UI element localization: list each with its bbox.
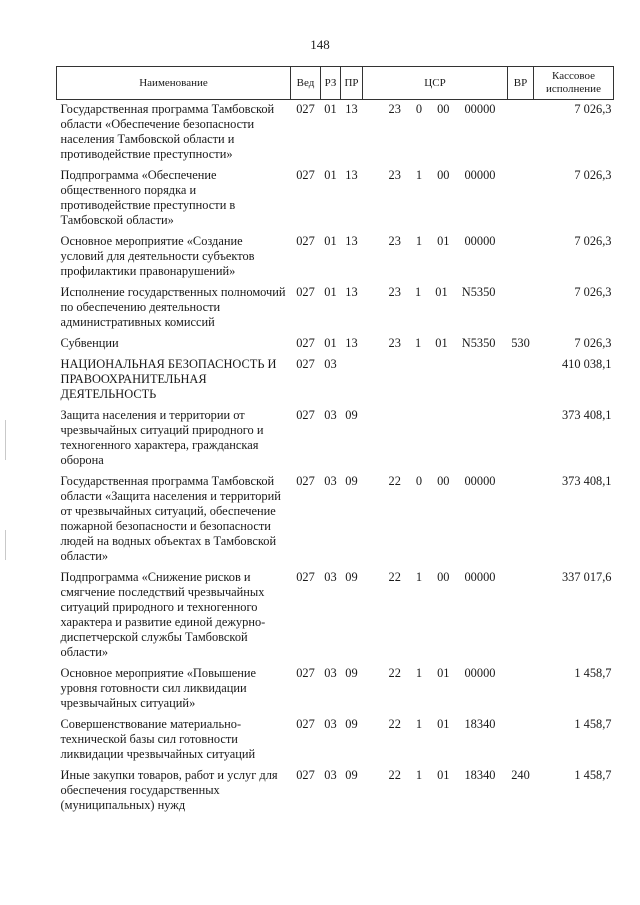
row-csr [363, 766, 508, 817]
row-rz: 03 [324, 408, 337, 422]
row-vr [508, 100, 534, 167]
table-row [57, 568, 614, 664]
row-csr [363, 568, 508, 664]
row-name: Государственная программа Тамбовской области «Обеспечение безопасности населения Тамбовской области и противодействие преступности» [60, 102, 275, 161]
row-pr: 13 [345, 285, 358, 299]
table-header-row [57, 67, 614, 100]
header-vr: ВР [508, 67, 534, 100]
row-pr: 13 [345, 336, 358, 350]
row-ved: 027 [296, 102, 315, 116]
row-amount: 373 408,1 [561, 408, 612, 422]
row-csr-subprogram: 1 [415, 168, 423, 182]
row-csr-program: 23 [388, 168, 401, 182]
row-ved: 027 [296, 168, 315, 182]
row-csr-direction: 18340 [464, 768, 496, 782]
row-csr-subprogram: 1 [415, 234, 423, 248]
row-name: Исполнение государственных полномочий по обеспечению деятельности административных комиссий [60, 285, 286, 329]
row-pr: 09 [345, 570, 358, 584]
row-csr [363, 715, 508, 766]
row-pr: 09 [345, 408, 358, 422]
row-csr-subprogram: 1 [415, 768, 423, 782]
row-rz: 01 [324, 336, 337, 350]
header-amount: Кассовое исполнение [534, 67, 614, 100]
row-name: Субвенции [60, 336, 119, 350]
row-rz: 03 [324, 570, 337, 584]
row-pr: 13 [345, 168, 358, 182]
table-row [57, 166, 614, 232]
row-csr-program: 22 [388, 474, 401, 488]
row-csr [363, 406, 508, 472]
row-csr-program: 22 [388, 717, 401, 731]
row-csr-direction: 00000 [464, 102, 496, 116]
row-amount: 7 026,3 [574, 336, 612, 350]
row-name: Совершенствование материально-технической базы сил готовности ликвидации чрезвычайных ситуаций [60, 717, 256, 761]
row-csr-program: 22 [388, 570, 401, 584]
row-csr-event: 00 [437, 102, 450, 116]
row-csr-program: 23 [388, 336, 401, 350]
row-csr-event: 01 [437, 234, 450, 248]
header-pr: ПР [341, 67, 363, 100]
row-amount: 337 017,6 [561, 570, 612, 584]
row-rz: 03 [324, 717, 337, 731]
table-row [57, 472, 614, 568]
row-csr [363, 334, 508, 355]
row-amount: 410 038,1 [561, 357, 612, 371]
table-row [57, 355, 614, 406]
header-name: Наименование [57, 67, 291, 100]
scan-margin-mark [5, 530, 6, 560]
row-pr: 13 [345, 102, 358, 116]
row-ved: 027 [296, 474, 315, 488]
row-vr [508, 664, 534, 715]
row-name: Подпрограмма «Обеспечение общественного порядка и противодействие преступности в Тамбовской области» [60, 168, 236, 227]
row-csr-subprogram: 1 [415, 666, 423, 680]
row-amount: 7 026,3 [574, 234, 612, 248]
row-csr-program: 23 [388, 102, 401, 116]
row-csr-direction: N5350 [461, 336, 496, 350]
row-csr-direction: 00000 [464, 474, 496, 488]
row-csr [363, 283, 508, 334]
row-vr [508, 283, 534, 334]
row-csr-program: 23 [388, 285, 401, 299]
row-pr: 09 [345, 474, 358, 488]
row-amount: 1 458,7 [574, 768, 612, 782]
header-csr: ЦСР [363, 67, 508, 100]
table-row [57, 283, 614, 334]
row-pr [341, 355, 363, 406]
table-row [57, 406, 614, 472]
row-vr [508, 355, 534, 406]
row-amount: 1 458,7 [574, 666, 612, 680]
table-row [57, 766, 614, 817]
row-csr-direction: 00000 [464, 168, 496, 182]
table-row [57, 664, 614, 715]
table-row [57, 715, 614, 766]
row-amount: 7 026,3 [574, 102, 612, 116]
row-csr-event: 00 [437, 168, 450, 182]
row-vr [508, 472, 534, 568]
row-ved: 027 [296, 285, 315, 299]
row-ved: 027 [296, 570, 315, 584]
row-ved: 027 [296, 357, 315, 371]
row-ved: 027 [296, 717, 315, 731]
row-vr [508, 232, 534, 283]
row-pr: 13 [345, 234, 358, 248]
row-pr: 09 [345, 666, 358, 680]
row-name: Иные закупки товаров, работ и услуг для обеспечения государственных (муниципальных) нужд [60, 768, 278, 812]
row-pr: 09 [345, 768, 358, 782]
row-csr-event: 01 [437, 717, 450, 731]
row-name: Защита населения и территории от чрезвычайных ситуаций природного и техногенного характера, гражданская оборона [60, 408, 264, 467]
row-csr-event: 00 [437, 474, 450, 488]
row-csr [363, 472, 508, 568]
row-amount: 7 026,3 [574, 285, 612, 299]
row-csr [363, 355, 508, 406]
row-csr-event: 01 [435, 285, 448, 299]
header-ved: Вед [291, 67, 321, 100]
row-csr-direction: 00000 [464, 666, 496, 680]
row-pr: 09 [345, 717, 358, 731]
row-ved: 027 [296, 234, 315, 248]
row-csr-direction: 18340 [464, 717, 496, 731]
row-rz: 01 [324, 234, 337, 248]
budget-table [56, 66, 614, 817]
table-row [57, 334, 614, 355]
row-vr [508, 166, 534, 232]
row-amount: 373 408,1 [561, 474, 612, 488]
row-csr-subprogram: 1 [414, 285, 422, 299]
row-csr [363, 664, 508, 715]
row-csr-subprogram: 1 [415, 570, 423, 584]
row-name: Подпрограмма «Снижение рисков и смягчение последствий чрезвычайных ситуаций природного и техногенного характера и развитие единой дежурно-диспетчерской службы Тамбовской области» [60, 570, 266, 659]
row-vr: 530 [511, 336, 530, 350]
row-rz: 03 [324, 666, 337, 680]
row-csr-event: 01 [437, 666, 450, 680]
row-amount: 1 458,7 [574, 717, 612, 731]
row-csr-subprogram: 1 [414, 336, 422, 350]
row-name: Основное мероприятие «Повышение уровня готовности сил ликвидации чрезвычайных ситуаций» [60, 666, 257, 710]
page-number: 148 [310, 37, 330, 52]
row-rz: 01 [324, 285, 337, 299]
row-csr-direction: 00000 [464, 570, 496, 584]
row-csr-direction: 00000 [464, 234, 496, 248]
row-csr-event: 01 [437, 768, 450, 782]
row-vr [508, 406, 534, 472]
row-csr-direction: N5350 [461, 285, 496, 299]
row-rz: 03 [324, 357, 337, 371]
row-vr: 240 [511, 768, 530, 782]
row-rz: 03 [324, 474, 337, 488]
row-ved: 027 [296, 768, 315, 782]
row-name: Основное мероприятие «Создание условий для деятельности субъектов профилактики правонарушений» [60, 234, 255, 278]
table-body [57, 100, 614, 818]
row-csr-program: 23 [388, 234, 401, 248]
row-name: Государственная программа Тамбовской области «Защита населения и территорий от чрезвычайных ситуаций, обеспечение пожарной безопасности и безопасности людей на водных объектах в Тамбовской области» [60, 474, 281, 563]
row-csr-event: 01 [435, 336, 448, 350]
row-rz: 01 [324, 168, 337, 182]
row-vr [508, 568, 534, 664]
row-rz: 03 [324, 768, 337, 782]
table-row [57, 232, 614, 283]
row-csr-subprogram: 1 [415, 717, 423, 731]
row-ved: 027 [296, 408, 315, 422]
row-csr [363, 100, 508, 167]
row-csr-subprogram: 0 [415, 102, 423, 116]
row-csr-program: 22 [388, 768, 401, 782]
row-csr-event: 00 [437, 570, 450, 584]
row-csr [363, 166, 508, 232]
row-csr-program: 22 [388, 666, 401, 680]
row-csr-subprogram: 0 [415, 474, 423, 488]
row-name: НАЦИОНАЛЬНАЯ БЕЗОПАСНОСТЬ И ПРАВООХРАНИТЕЛЬНАЯ ДЕЯТЕЛЬНОСТЬ [60, 357, 277, 401]
row-ved: 027 [296, 336, 315, 350]
header-rz: РЗ [321, 67, 341, 100]
row-ved: 027 [296, 666, 315, 680]
row-csr [363, 232, 508, 283]
row-rz: 01 [324, 102, 337, 116]
row-vr [508, 715, 534, 766]
scan-margin-mark [5, 420, 6, 460]
row-amount: 7 026,3 [574, 168, 612, 182]
table-row [57, 100, 614, 167]
